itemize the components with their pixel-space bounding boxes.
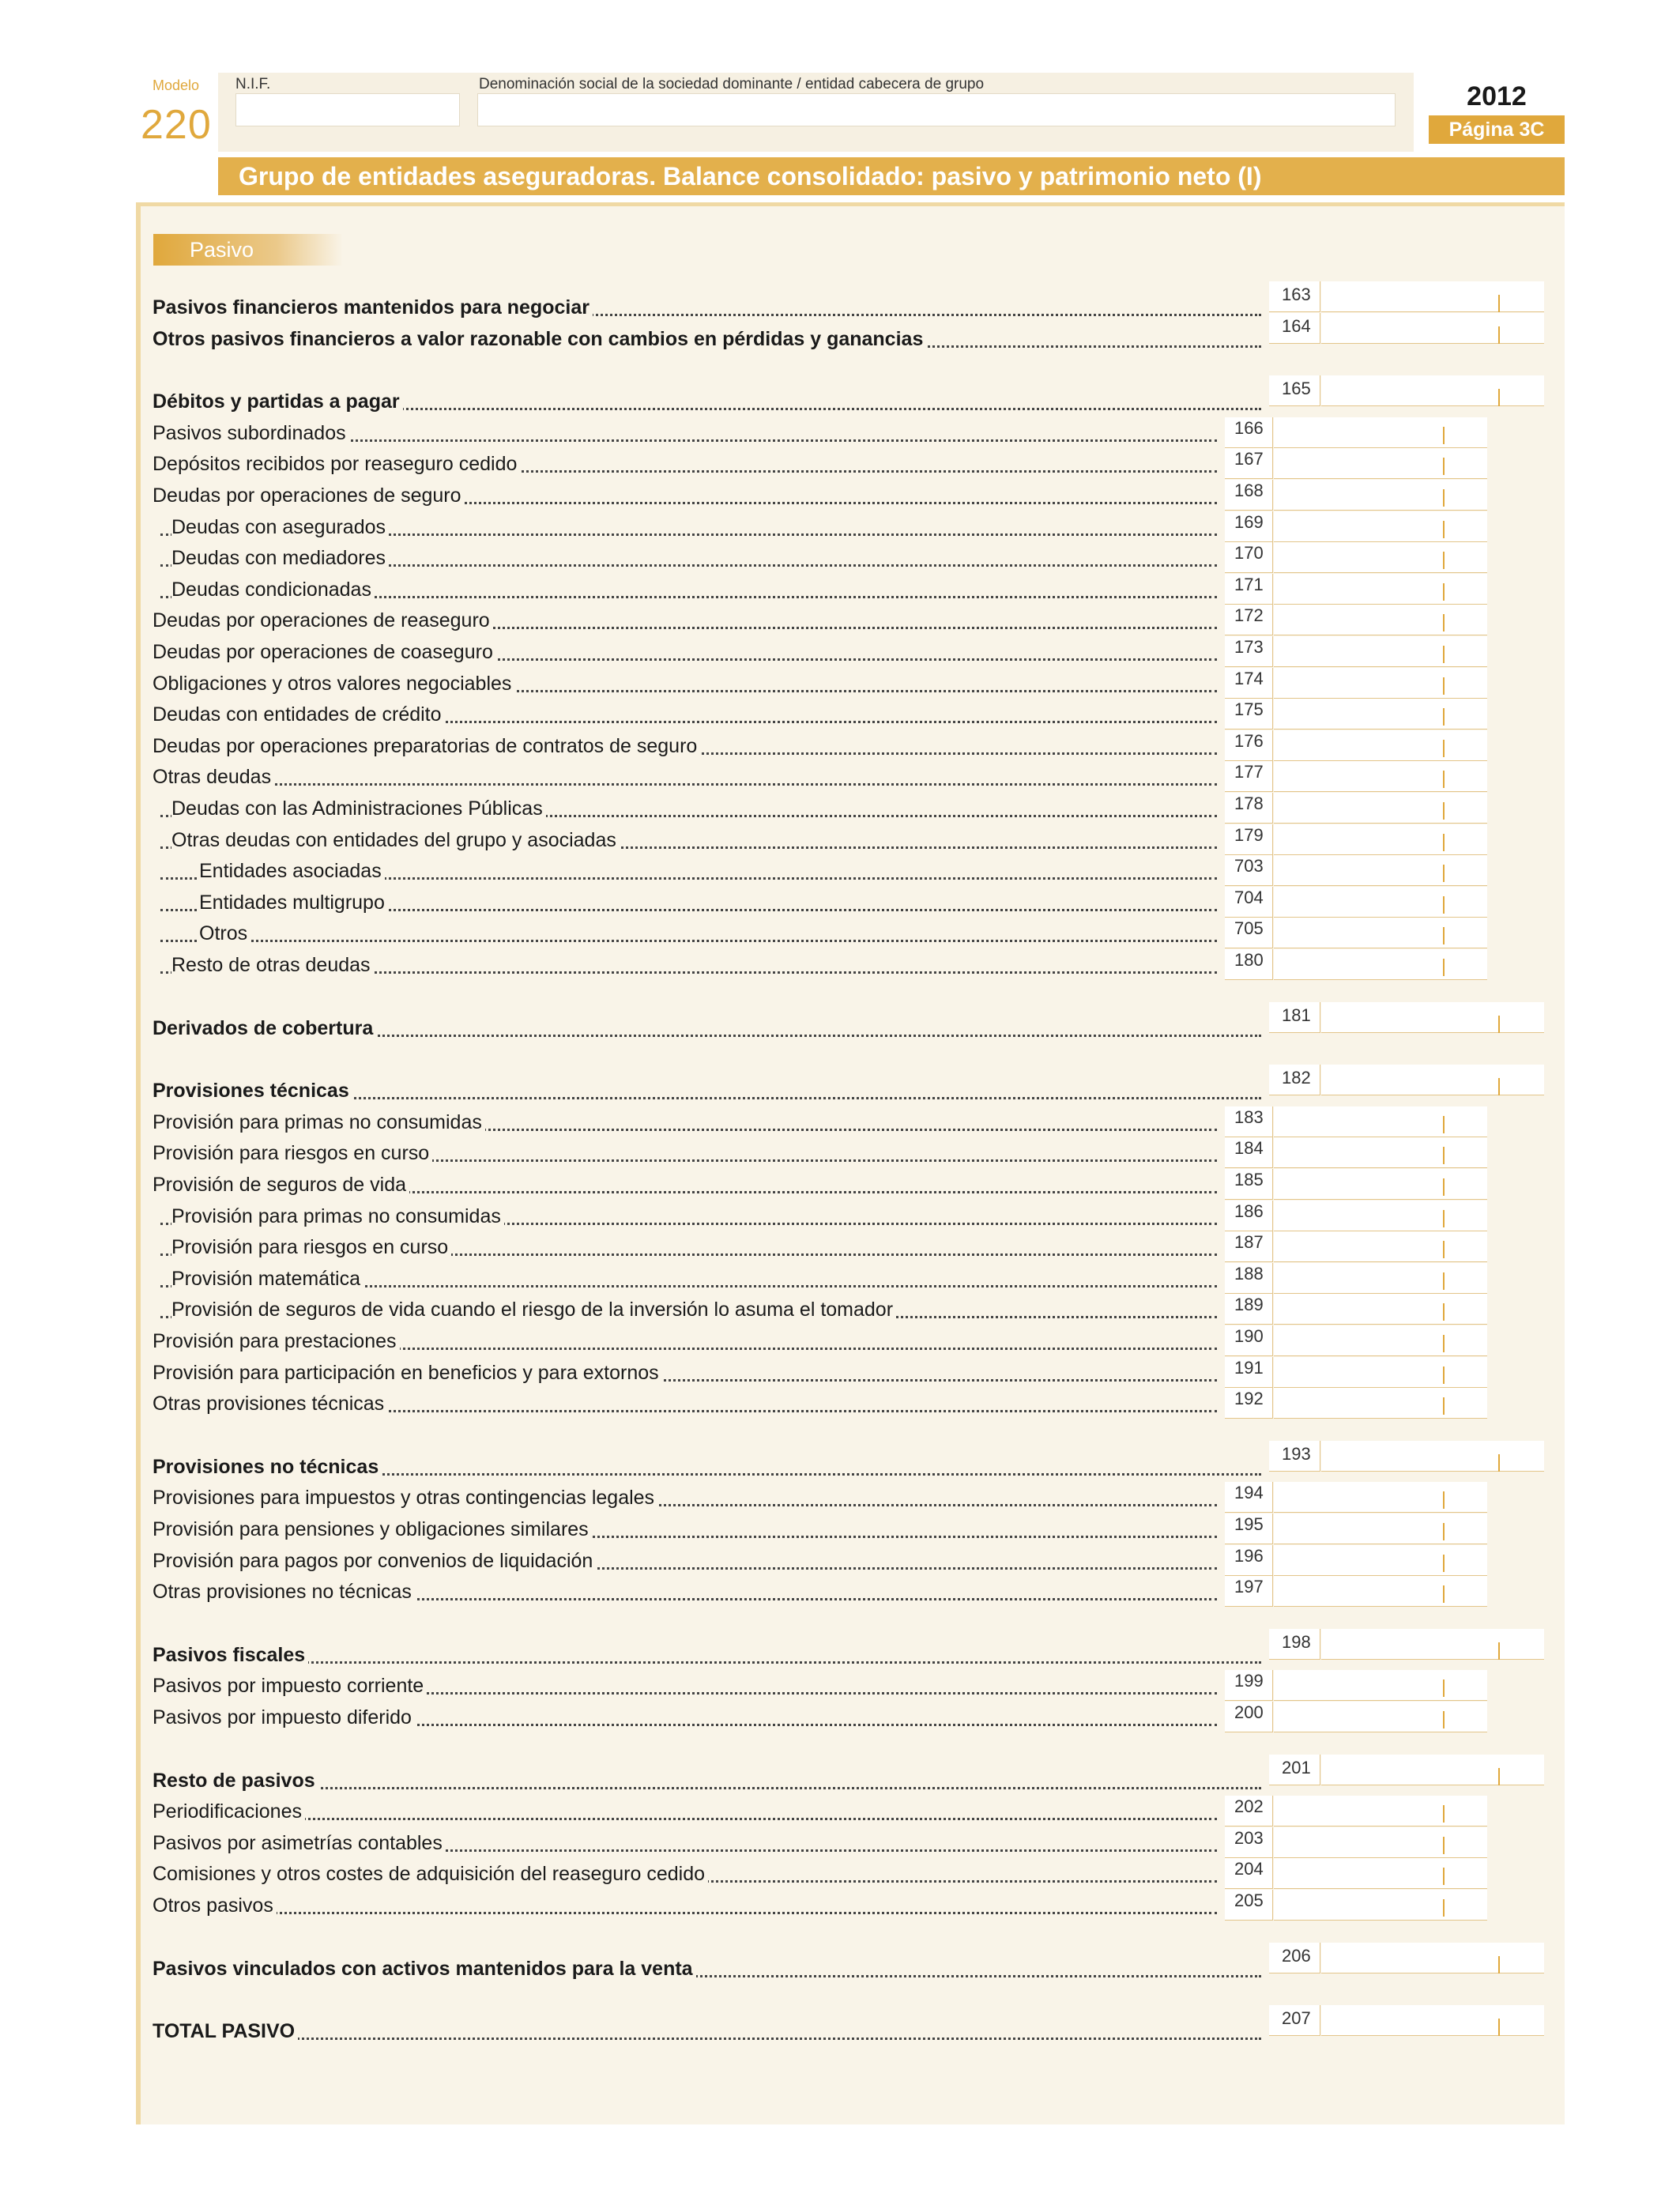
- row-label: Provisiones no técnicas: [153, 1454, 382, 1480]
- decimal-separator-mark: [1443, 614, 1445, 631]
- row-code: 201: [1282, 1758, 1311, 1777]
- row-code: 195: [1234, 1514, 1264, 1534]
- row-leader: [160, 1661, 1261, 1664]
- decimal-separator-mark: [1443, 927, 1445, 944]
- decimal-separator-mark: [1443, 1210, 1445, 1227]
- decimal-separator-mark: [1443, 427, 1445, 444]
- row-label: Derivados de cobertura: [153, 1016, 376, 1041]
- row-code: 705: [1234, 918, 1264, 938]
- decimal-separator-mark: [1443, 1711, 1445, 1728]
- row-label: Provisiones para impuestos y otras contingencias legales: [153, 1485, 657, 1510]
- decimal-separator-mark: [1443, 896, 1445, 914]
- detail-value-field[interactable]: [1274, 668, 1487, 699]
- row-code: 179: [1234, 825, 1264, 845]
- row-code: 166: [1234, 418, 1264, 438]
- modelo-number: 220: [141, 102, 212, 148]
- decimal-separator-mark: [1443, 708, 1445, 726]
- row-label: Pasivos vinculados con activos mantenidos para la venta: [153, 1956, 696, 1981]
- detail-value-field[interactable]: [1274, 1576, 1487, 1607]
- row-code: 171: [1234, 575, 1264, 594]
- detail-value-field[interactable]: [1274, 417, 1487, 448]
- decimal-separator-mark: [1443, 1523, 1445, 1540]
- decimal-separator-mark: [1443, 1272, 1445, 1290]
- nif-label: N.I.F.: [235, 76, 271, 92]
- page-label: Página 3C: [1429, 115, 1565, 144]
- row-label: Entidades multigrupo: [199, 890, 388, 915]
- total-value-field[interactable]: [1321, 1629, 1544, 1660]
- total-value-field[interactable]: [1321, 375, 1544, 406]
- detail-value-field[interactable]: [1274, 1796, 1487, 1826]
- modelo-label: Modelo: [153, 77, 200, 93]
- decimal-separator-mark: [1498, 389, 1500, 406]
- row-code: 164: [1282, 316, 1311, 336]
- row-label: Provisión para primas no consumidas: [153, 1110, 485, 1135]
- row-leader: [160, 1912, 1217, 1914]
- decimal-separator-mark: [1443, 458, 1445, 475]
- row-code: 194: [1234, 1483, 1264, 1502]
- row-code: 187: [1234, 1232, 1264, 1252]
- row-label: Pasivos por asimetrías contables: [153, 1830, 446, 1856]
- total-value-field[interactable]: [1321, 1441, 1544, 1472]
- decimal-separator-mark: [1443, 521, 1445, 538]
- total-value-field[interactable]: [1321, 1755, 1544, 1785]
- row-label: Deudas por operaciones de coaseguro: [153, 639, 496, 665]
- detail-value-field[interactable]: [1274, 1514, 1487, 1544]
- page-title: Grupo de entidades aseguradoras. Balance consolidado: pasivo y patrimonio neto (I): [218, 157, 1565, 195]
- detail-value-field[interactable]: [1274, 824, 1487, 855]
- row-code: 191: [1234, 1358, 1264, 1378]
- row-label: Pasivos financieros mantenidos para negociar: [153, 295, 593, 320]
- decimal-separator-mark: [1443, 1147, 1445, 1164]
- row-code: 176: [1234, 731, 1264, 751]
- decimal-separator-mark: [1443, 865, 1445, 882]
- row-code: 172: [1234, 605, 1264, 625]
- row-code: 186: [1234, 1201, 1264, 1221]
- total-value-field[interactable]: [1321, 2005, 1544, 2036]
- decimal-separator-mark: [1443, 1805, 1445, 1823]
- row-code: 167: [1234, 449, 1264, 469]
- row-label: Deudas por operaciones de reaseguro: [153, 608, 493, 633]
- detail-value-field[interactable]: [1274, 448, 1487, 479]
- decimal-separator-mark: [1443, 1335, 1445, 1352]
- row-code: 188: [1234, 1264, 1264, 1284]
- row-code: 206: [1282, 1946, 1311, 1966]
- detail-value-field[interactable]: [1274, 1263, 1487, 1294]
- row-leader: [160, 783, 1217, 786]
- row-label: Provisión para pagos por convenios de liquidación: [153, 1548, 596, 1574]
- total-value-field[interactable]: [1321, 1002, 1544, 1033]
- detail-value-field[interactable]: [1274, 1106, 1487, 1137]
- detail-value-field[interactable]: [1274, 1201, 1487, 1231]
- detail-value-field[interactable]: [1274, 949, 1487, 980]
- decimal-separator-mark: [1443, 802, 1445, 820]
- detail-value-field[interactable]: [1274, 574, 1487, 605]
- row-label: Provisión de seguros de vida: [153, 1172, 409, 1197]
- decimal-separator-mark: [1443, 646, 1445, 663]
- detail-value-field[interactable]: [1274, 1169, 1487, 1200]
- row-label: Comisiones y otros costes de adquisición del reaseguro cedido: [153, 1861, 708, 1887]
- detail-value-field[interactable]: [1274, 1137, 1487, 1168]
- detail-value-field[interactable]: [1274, 1482, 1487, 1513]
- detail-value-field[interactable]: [1274, 887, 1487, 918]
- decimal-separator-mark: [1443, 1303, 1445, 1321]
- row-label: Otros pasivos financieros a valor razonable con cambios en pérdidas y ganancias: [153, 326, 926, 352]
- row-label: Otras deudas: [153, 764, 274, 790]
- row-code: 182: [1282, 1068, 1311, 1088]
- row-label: Deudas con las Administraciones Públicas: [171, 796, 546, 821]
- row-label: Pasivos fiscales: [153, 1642, 308, 1668]
- row-label: Provisión para primas no consumidas: [171, 1204, 504, 1229]
- row-label: Otras provisiones técnicas: [153, 1391, 387, 1416]
- detail-value-field[interactable]: [1274, 1231, 1487, 1262]
- decimal-separator-mark: [1443, 1555, 1445, 1572]
- row-code: 704: [1234, 888, 1264, 907]
- row-code: 185: [1234, 1170, 1264, 1189]
- decimal-separator-mark: [1443, 1367, 1445, 1384]
- detail-value-field[interactable]: [1274, 1858, 1487, 1889]
- row-label: Otros pasivos: [153, 1893, 277, 1918]
- decimal-separator-mark: [1443, 1899, 1445, 1917]
- row-leader: [160, 940, 1217, 942]
- row-leader: [160, 1818, 1217, 1820]
- decimal-separator-mark: [1443, 489, 1445, 507]
- row-code: 189: [1234, 1295, 1264, 1314]
- row-label: Provisión de seguros de vida cuando el riesgo de la inversión lo asuma el tomador: [171, 1297, 896, 1322]
- row-label: Deudas condicionadas: [171, 577, 375, 602]
- row-label: Deudas con mediadores: [171, 545, 389, 571]
- row-label: Deudas por operaciones preparatorias de contratos de seguro: [153, 733, 700, 759]
- row-label: Provisión para prestaciones: [153, 1329, 400, 1354]
- decimal-separator-mark: [1443, 1241, 1445, 1258]
- decimal-separator-mark: [1443, 1679, 1445, 1697]
- decimal-separator-mark: [1443, 583, 1445, 601]
- decimal-separator-mark: [1498, 295, 1500, 312]
- row-code: 163: [1282, 285, 1311, 304]
- total-value-field[interactable]: [1321, 1943, 1544, 1973]
- row-label: Deudas con entidades de crédito: [153, 702, 445, 727]
- decimal-separator-mark: [1498, 1454, 1500, 1472]
- row-code: 193: [1282, 1444, 1311, 1464]
- row-label: Deudas con asegurados: [171, 515, 389, 540]
- row-code: 196: [1234, 1546, 1264, 1566]
- row-label: Provisión para riesgos en curso: [153, 1140, 432, 1166]
- decimal-separator-mark: [1443, 1585, 1445, 1603]
- total-value-field[interactable]: [1321, 313, 1544, 344]
- decimal-separator-mark: [1498, 1642, 1500, 1660]
- row-label: TOTAL PASIVO: [153, 2019, 298, 2044]
- detail-value-field[interactable]: [1274, 1388, 1487, 1419]
- row-code: 205: [1234, 1891, 1264, 1910]
- row-code: 190: [1234, 1326, 1264, 1346]
- decimal-separator-mark: [1443, 552, 1445, 569]
- detail-value-field[interactable]: [1274, 761, 1487, 792]
- row-code: 174: [1234, 669, 1264, 688]
- decimal-separator-mark: [1443, 1116, 1445, 1133]
- row-label: Provisión matemática: [171, 1266, 363, 1291]
- decimal-separator-mark: [1443, 1868, 1445, 1885]
- row-label: Pasivos por impuesto corriente: [153, 1673, 427, 1698]
- row-code: 192: [1234, 1389, 1264, 1408]
- section-tag-pasivo: Pasivo: [153, 234, 343, 266]
- row-code: 184: [1234, 1138, 1264, 1158]
- row-code: 170: [1234, 543, 1264, 563]
- row-label: Débitos y partidas a pagar: [153, 389, 403, 414]
- row-code: 199: [1234, 1671, 1264, 1691]
- detail-value-field[interactable]: [1274, 1357, 1487, 1388]
- decimal-separator-mark: [1498, 2019, 1500, 2036]
- row-code: 168: [1234, 481, 1264, 500]
- row-label: Resto de pasivos: [153, 1768, 318, 1793]
- decimal-separator-mark: [1443, 1178, 1445, 1196]
- row-leader: [160, 2038, 1261, 2040]
- row-code: 178: [1234, 794, 1264, 813]
- row-code: 175: [1234, 699, 1264, 719]
- row-code: 204: [1234, 1859, 1264, 1879]
- decimal-separator-mark: [1443, 1491, 1445, 1509]
- decimal-separator-mark: [1498, 1956, 1500, 1973]
- decimal-separator-mark: [1498, 1016, 1500, 1033]
- row-label: Provisión para pensiones y obligaciones similares: [153, 1517, 592, 1542]
- detail-value-field[interactable]: [1274, 793, 1487, 824]
- detail-value-field[interactable]: [1274, 511, 1487, 542]
- row-code: 183: [1234, 1107, 1264, 1127]
- detail-value-field[interactable]: [1274, 1545, 1487, 1576]
- decimal-separator-mark: [1443, 1397, 1445, 1415]
- detail-value-field[interactable]: [1274, 1670, 1487, 1701]
- row-label: Otros: [199, 921, 250, 946]
- row-code: 165: [1282, 379, 1311, 398]
- detail-value-field[interactable]: [1274, 1702, 1487, 1732]
- decimal-separator-mark: [1443, 834, 1445, 851]
- decimal-separator-mark: [1443, 677, 1445, 695]
- row-label: Provisiones técnicas: [153, 1078, 352, 1103]
- detail-value-field[interactable]: [1274, 1890, 1487, 1921]
- detail-value-field[interactable]: [1274, 636, 1487, 667]
- detail-value-field[interactable]: [1274, 730, 1487, 761]
- total-value-field[interactable]: [1321, 281, 1544, 312]
- row-code: 173: [1234, 637, 1264, 657]
- decimal-separator-mark: [1498, 326, 1500, 344]
- detail-value-field[interactable]: [1274, 855, 1487, 886]
- row-code: 198: [1282, 1632, 1311, 1652]
- decimal-separator-mark: [1443, 1837, 1445, 1854]
- decimal-separator-mark: [1498, 1078, 1500, 1095]
- decimal-separator-mark: [1443, 771, 1445, 788]
- row-label: Resto de otras deudas: [171, 952, 374, 978]
- row-code: 181: [1282, 1005, 1311, 1025]
- row-code: 197: [1234, 1577, 1264, 1596]
- row-code: 202: [1234, 1796, 1264, 1816]
- row-code: 207: [1282, 2008, 1311, 2028]
- row-code: 703: [1234, 856, 1264, 876]
- row-label: Depósitos recibidos por reaseguro cedido: [153, 451, 520, 477]
- row-code: 200: [1234, 1702, 1264, 1722]
- row-label: Provisión para riesgos en curso: [171, 1235, 451, 1260]
- decimal-separator-mark: [1498, 1768, 1500, 1785]
- row-code: 177: [1234, 762, 1264, 782]
- total-value-field[interactable]: [1321, 1065, 1544, 1095]
- decimal-separator-mark: [1443, 740, 1445, 757]
- row-label: Pasivos por impuesto diferido: [153, 1705, 415, 1730]
- denominacion-label: Denominación social de la sociedad dominante / entidad cabecera de grupo: [479, 76, 985, 92]
- detail-value-field[interactable]: [1274, 1325, 1487, 1356]
- row-label: Obligaciones y otros valores negociables: [153, 671, 514, 696]
- row-code: 169: [1234, 512, 1264, 532]
- row-code: 203: [1234, 1828, 1264, 1848]
- year: 2012: [1467, 81, 1527, 111]
- row-label: Deudas por operaciones de seguro: [153, 483, 465, 508]
- row-leader: [160, 1787, 1261, 1789]
- row-label: Otras deudas con entidades del grupo y asociadas: [171, 827, 620, 853]
- detail-value-field[interactable]: [1274, 918, 1487, 948]
- row-label: Provisión para participación en beneficios y para extornos: [153, 1360, 662, 1385]
- row-label: Otras provisiones no técnicas: [153, 1579, 415, 1604]
- row-label: Entidades asociadas: [199, 858, 385, 884]
- detail-value-field[interactable]: [1274, 1827, 1487, 1858]
- row-label: Periodificaciones: [153, 1799, 305, 1824]
- detail-value-field[interactable]: [1274, 699, 1487, 729]
- detail-value-field[interactable]: [1274, 605, 1487, 635]
- detail-value-field[interactable]: [1274, 1294, 1487, 1325]
- row-label: Pasivos subordinados: [153, 420, 349, 446]
- detail-value-field[interactable]: [1274, 542, 1487, 573]
- detail-value-field[interactable]: [1274, 480, 1487, 511]
- row-code: 180: [1234, 950, 1264, 970]
- decimal-separator-mark: [1443, 959, 1445, 976]
